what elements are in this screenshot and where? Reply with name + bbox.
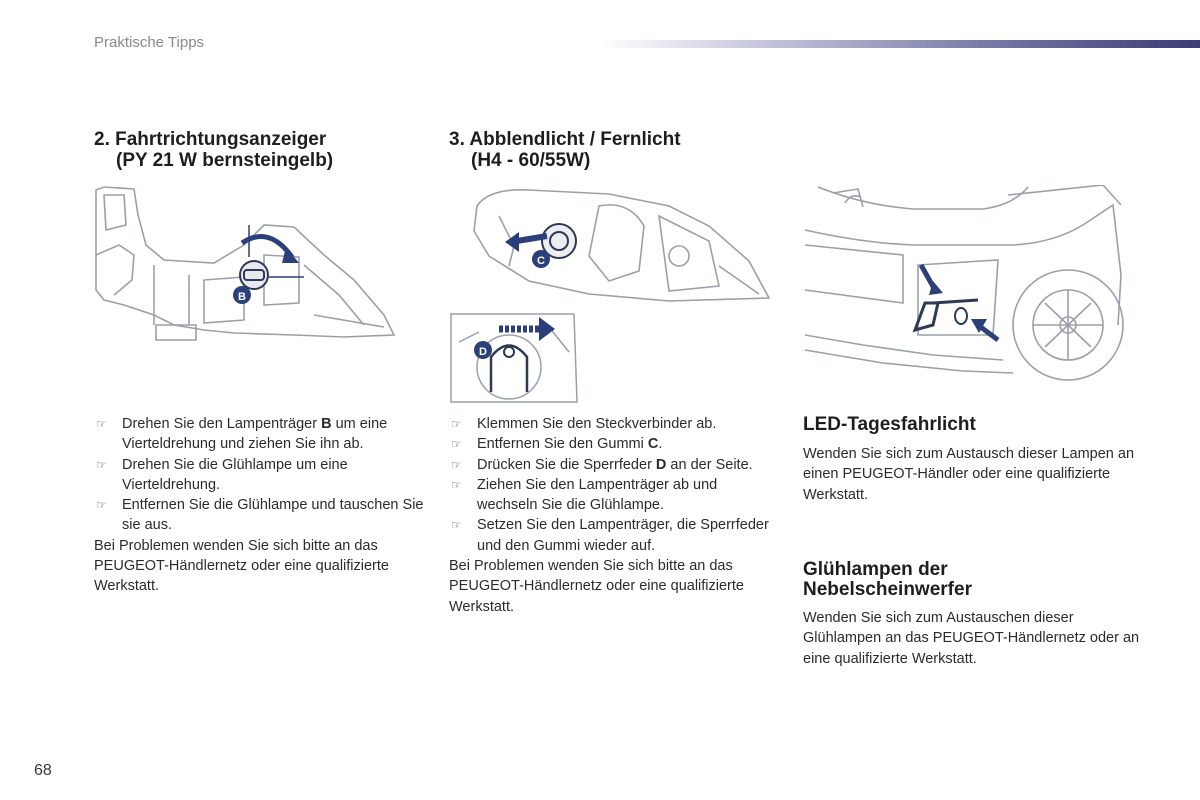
bullet-icon: ☞	[96, 498, 107, 513]
page-number: 68	[34, 762, 52, 779]
column-fog-lamps	[803, 560, 1143, 669]
column-turn-signal	[94, 129, 424, 171]
list-item: ☞ Entfernen Sie die Glühlampe und tauschen Sie sie aus.	[96, 497, 424, 534]
bullet-icon: ☞	[451, 477, 462, 492]
headlamp-title-line2: (H4 - 60/55W)	[471, 150, 591, 171]
list-item: ☞ Drücken Sie die Sperrfeder D an der Seite.	[449, 455, 779, 475]
column-headlamp	[449, 129, 779, 171]
fog-text: Wenden Sie sich zum Austauschen dieser Glühlampen an das PEUGEOT-Händlernetz oder an eine qualifizierte Werkstatt.	[803, 610, 1140, 667]
fog-title-line2: Nebelscheinwerfer	[803, 579, 972, 600]
list-item: ☞ Entfernen Sie den Gummi C.	[449, 434, 779, 454]
list-item: ☞ Drehen Sie den Lampenträger B um eine Vierteldrehung und ziehen Sie ihn ab.	[96, 416, 388, 453]
header-bar	[600, 40, 1200, 48]
headlamp-illustration	[469, 186, 774, 306]
turn-signal-title	[94, 129, 424, 171]
section-label: Praktische Tipps	[94, 34, 205, 51]
marker-c-label: C	[537, 255, 545, 267]
turn-signal-title-line1: 2. Fahrtrichtungsanzeiger	[94, 129, 327, 150]
led-title: LED-Tagesfahrlicht	[803, 414, 976, 435]
front-bumper-illustration	[803, 185, 1130, 395]
bullet-icon: ☞	[451, 518, 462, 533]
fog-lamp-shape	[955, 308, 967, 324]
column-led-daylight	[803, 415, 1143, 505]
turn-signal-instructions	[94, 414, 424, 597]
bullet-icon: ☞	[451, 437, 462, 452]
fog-title	[803, 560, 1143, 600]
headlamp-steps	[449, 414, 779, 556]
turn-signal-steps	[94, 414, 424, 536]
bullet-icon: ☞	[96, 417, 107, 431]
list-item: ☞ Setzen Sie den Lampenträger, die Sperrfeder und den Gummi wieder auf.	[451, 517, 769, 554]
fog-title-line1: Glühlampen der	[803, 559, 948, 580]
headlamp-instructions	[449, 414, 779, 617]
list-item: ☞ Klemmen Sie den Steckverbinder ab.	[449, 414, 779, 434]
led-text: Wenden Sie sich zum Austausch dieser Lampen an einen PEUGEOT-Händler oder eine qualifizierte Werkstatt.	[803, 446, 1135, 503]
turn-signal-title-line2: (PY 21 W bernsteingelb)	[116, 150, 334, 171]
headlamp-note: Bei Problemen wenden Sie sich bitte an das PEUGEOT-Händlernetz oder eine qualifizierte Werkstatt.	[449, 558, 744, 615]
marker-d-label: D	[479, 346, 487, 358]
headlamp-title	[449, 129, 779, 171]
bullet-icon: ☞	[96, 457, 107, 472]
turn-signal-note: Bei Problemen wenden Sie sich bitte an das PEUGEOT-Händlernetz oder eine qualifizierte Werkstatt.	[94, 537, 389, 595]
list-item: ☞ Drehen Sie die Glühlampe um eine Vierteldrehung.	[96, 456, 348, 493]
bullet-icon: ☞	[451, 417, 462, 431]
led-strip-shape	[915, 300, 978, 330]
turn-signal-illustration	[94, 185, 396, 345]
bullet-icon: ☞	[451, 457, 462, 472]
list-item: ☞ Ziehen Sie den Lampenträger ab und wechseln Sie die Glühlampe.	[451, 476, 718, 514]
spring-clip-illustration	[449, 312, 579, 404]
marker-b-label: B	[238, 291, 246, 303]
headlamp-title-line1: 3. Abblendlicht / Fernlicht	[449, 129, 681, 150]
